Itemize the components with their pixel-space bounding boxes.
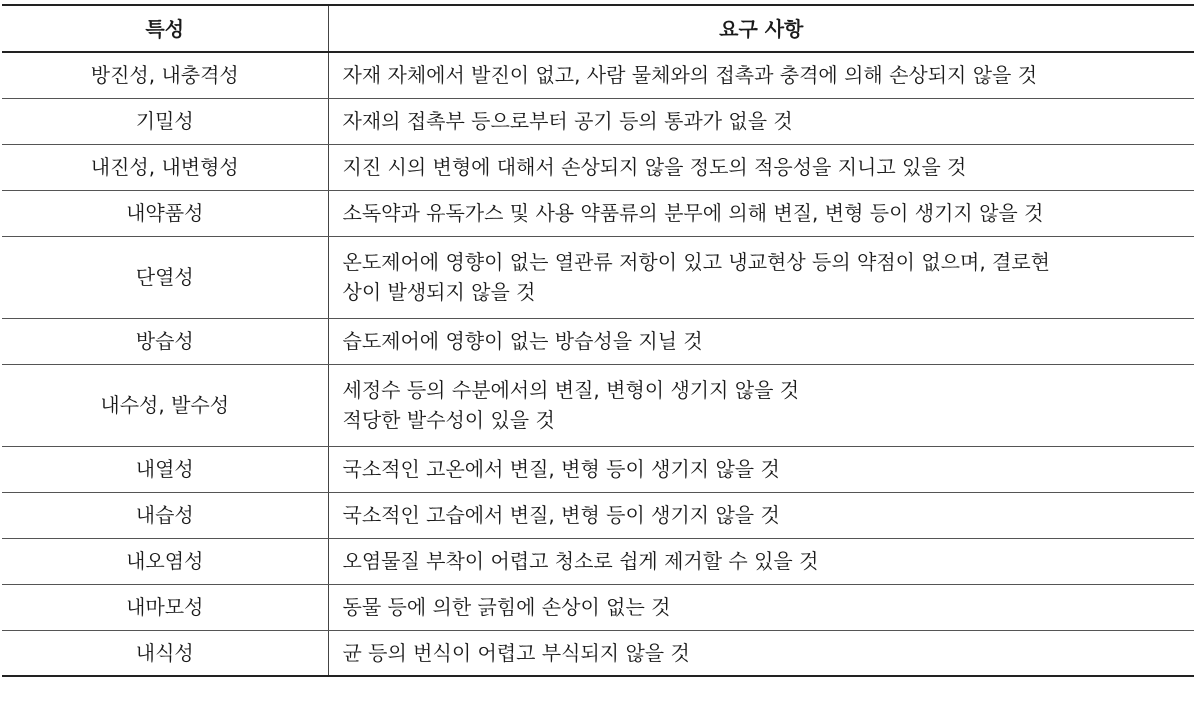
requirement-line: 소독약과 유독가스 및 사용 약품류의 분무에 의해 변질, 변형 등이 생기지 않을 것 (342, 201, 1044, 225)
property-cell: 내열성 (2, 446, 328, 492)
property-cell: 내진성, 내변형성 (2, 144, 328, 190)
header-row (2, 5, 1194, 52)
requirement-line: 온도제어에 영향이 없는 열관류 저항이 있고 냉교현상 등의 약점이 없으며, 결로현 (342, 250, 1050, 274)
table-row (2, 318, 1194, 364)
table-row (2, 630, 1194, 676)
requirement-cell (328, 492, 1194, 538)
table-row (2, 492, 1194, 538)
table-row (2, 538, 1194, 584)
requirement-line: 자재 자체에서 발진이 없고, 사람 물체와의 접촉과 충격에 의해 손상되지 않을 것 (342, 63, 1038, 88)
property-cell: 방습성 (2, 318, 328, 364)
header-property: 특성 (2, 5, 328, 52)
requirement-line: 오염물질 부착이 어렵고 청소로 쉽게 제거할 수 있을 것 (342, 549, 819, 573)
table-row (2, 144, 1194, 190)
property-cell: 내수성, 발수성 (2, 364, 328, 446)
property-cell: 내습성 (2, 492, 328, 538)
property-cell: 내마모성 (2, 584, 328, 630)
requirement-line: 세정수 등의 수분에서의 변질, 변형이 생기지 않을 것 (342, 378, 800, 402)
requirement-line: 적당한 발수성이 있을 것 (342, 408, 555, 432)
table-row (2, 584, 1194, 630)
property-cell: 내식성 (2, 630, 328, 676)
requirement-cell (328, 364, 1194, 446)
property-cell: 방진성, 내충격성 (2, 52, 328, 98)
requirement-line: 자재의 접촉부 등으로부터 공기 등의 통과가 없을 것 (342, 109, 793, 133)
table-row (2, 446, 1194, 492)
requirement-line: 균 등의 번식이 어렵고 부식되지 않을 것 (342, 640, 690, 665)
requirement-cell (328, 446, 1194, 492)
requirement-cell (328, 98, 1194, 144)
table-row (2, 98, 1194, 144)
requirements-table-container (2, 4, 1194, 677)
requirement-cell (328, 630, 1194, 676)
property-cell: 단열성 (2, 236, 328, 318)
property-cell: 내오염성 (2, 538, 328, 584)
table-row (2, 190, 1194, 236)
requirement-line: 지진 시의 변형에 대해서 손상되지 않을 정도의 적응성을 지니고 있을 것 (342, 155, 967, 179)
requirement-line: 국소적인 고온에서 변질, 변형 등이 생기지 않을 것 (342, 457, 780, 481)
table-row (2, 236, 1194, 318)
table-body (2, 52, 1194, 676)
requirement-cell (328, 538, 1194, 584)
property-cell: 내약품성 (2, 190, 328, 236)
requirement-cell (328, 318, 1194, 364)
requirement-line: 상이 발생되지 않을 것 (342, 280, 536, 304)
header-requirement: 요구 사항 (328, 5, 1194, 52)
requirement-cell (328, 236, 1194, 318)
requirement-cell (328, 584, 1194, 630)
requirement-line: 국소적인 고습에서 변질, 변형 등이 생기지 않을 것 (342, 503, 780, 527)
table-row (2, 364, 1194, 446)
requirement-cell (328, 52, 1194, 98)
requirement-line: 습도제어에 영향이 없는 방습성을 지닐 것 (342, 329, 703, 353)
requirement-cell (328, 144, 1194, 190)
requirements-table (2, 4, 1194, 677)
property-cell: 기밀성 (2, 98, 328, 144)
table-row (2, 52, 1194, 98)
requirement-line: 동물 등에 의한 긁힘에 손상이 없는 것 (342, 595, 671, 619)
requirement-cell (328, 190, 1194, 236)
table-header (2, 5, 1194, 52)
